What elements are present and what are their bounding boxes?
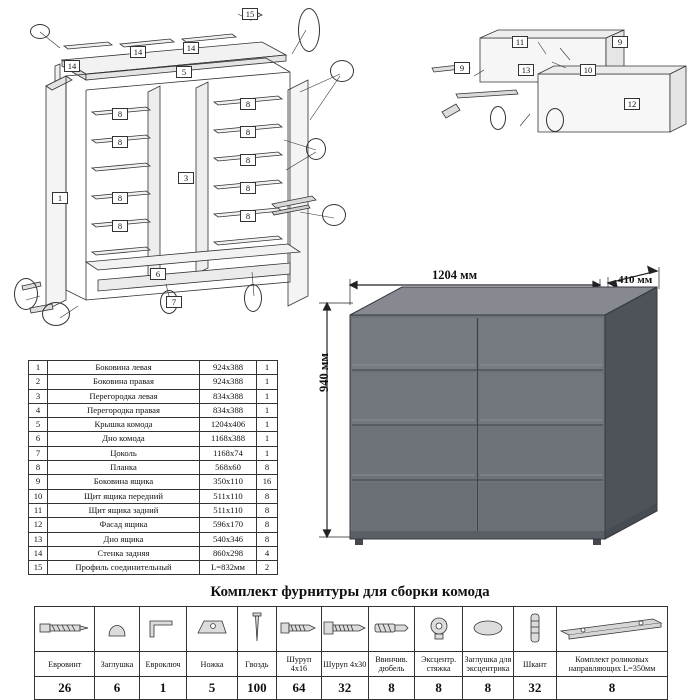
table-row: [29, 546, 278, 560]
part-qty: 8: [257, 503, 278, 517]
drawer-callout-12: 12: [624, 98, 640, 110]
part-name: Профиль соединительный: [48, 561, 200, 575]
dimension-height-label: 940 мм: [317, 353, 331, 392]
dresser-3d-view: [305, 265, 700, 565]
callout-7: 7: [166, 296, 182, 308]
hardware-name: Эксцентр. стяжка: [415, 652, 463, 677]
part-no: 10: [29, 489, 48, 503]
hardware-name: Шкант: [513, 652, 556, 677]
callout-circle: [14, 278, 38, 310]
hardware-name: Заглушка: [95, 652, 139, 677]
callout-circle: [298, 8, 320, 52]
part-no: 14: [29, 546, 48, 560]
part-size: 511х110: [200, 503, 257, 517]
callout-14-b: 14: [130, 46, 146, 58]
euro-key-icon: [139, 607, 187, 652]
part-qty: 1: [257, 361, 278, 375]
table-row: [29, 432, 278, 446]
hardware-name: Гвоздь: [237, 652, 277, 677]
callout-8-6: 8: [240, 126, 256, 138]
leg-icon: [187, 607, 237, 652]
table-row: [29, 403, 278, 417]
table-row: [29, 503, 278, 517]
part-qty: 1: [257, 403, 278, 417]
cam-cap-icon: [463, 607, 514, 652]
hardware-name: Евровинт: [35, 652, 95, 677]
callout-8-3: 8: [112, 192, 128, 204]
part-qty: 4: [257, 546, 278, 560]
screw-4x30-icon: [321, 607, 368, 652]
callout-circle: [42, 302, 70, 326]
cap-plug-icon: [95, 607, 139, 652]
drawer-callout-13: 13: [518, 64, 534, 76]
callout-8-8: 8: [240, 182, 256, 194]
part-size: 350х110: [200, 475, 257, 489]
part-size: 924х388: [200, 375, 257, 389]
hardware-count: 8: [463, 677, 514, 700]
callout-8-5: 8: [240, 98, 256, 110]
part-no: 15: [29, 561, 48, 575]
callout-circle: [330, 60, 354, 82]
part-no: 9: [29, 475, 48, 489]
drawer-callout-10: 10: [580, 64, 596, 76]
hardware-count: 32: [321, 677, 368, 700]
hardware-icon-row: [35, 607, 668, 652]
callout-6: 6: [150, 268, 166, 280]
part-name: Боковина ящика: [48, 475, 200, 489]
part-name: Перегородка правая: [48, 403, 200, 417]
part-size: 924х388: [200, 361, 257, 375]
part-name: Боковина правая: [48, 375, 200, 389]
part-size: L=832мм: [200, 561, 257, 575]
screw-4x16-icon: [277, 607, 322, 652]
table-row: [29, 361, 278, 375]
drawer-slide-icon: [557, 607, 668, 652]
hardware-name: Ножка: [187, 652, 237, 677]
part-name: Щит ящика передний: [48, 489, 200, 503]
hardware-name: Заглушка для эксцентрика: [463, 652, 514, 677]
hardware-name: Комплект роликовых направляющих L=350мм: [557, 652, 668, 677]
part-no: 6: [29, 432, 48, 446]
part-no: 3: [29, 389, 48, 403]
part-no: 11: [29, 503, 48, 517]
table-row: [29, 518, 278, 532]
table-row: [29, 489, 278, 503]
cam-lock-icon: [415, 607, 463, 652]
part-qty: 16: [257, 475, 278, 489]
part-qty: 1: [257, 418, 278, 432]
part-no: 2: [29, 375, 48, 389]
hardware-count: 8: [557, 677, 668, 700]
part-name: Перегородка левая: [48, 389, 200, 403]
hardware-count-row: [35, 677, 668, 700]
nail-icon: [237, 607, 277, 652]
callout-14-c: 14: [183, 42, 199, 54]
part-size: 834х388: [200, 403, 257, 417]
part-no: 1: [29, 361, 48, 375]
part-qty: 8: [257, 532, 278, 546]
part-name: Стенка задняя: [48, 546, 200, 560]
table-row: [29, 561, 278, 575]
hardware-name-row: [35, 652, 668, 677]
callout-8-9: 8: [240, 210, 256, 222]
callout-14-a: 14: [64, 60, 80, 72]
drawer-callout-11: 11: [512, 36, 528, 48]
part-size: 511х110: [200, 489, 257, 503]
part-no: 7: [29, 446, 48, 460]
callout-15: 15: [242, 8, 258, 20]
drawer-callout-9-b: 9: [612, 36, 628, 48]
part-name: Фасад ящика: [48, 518, 200, 532]
table-row: [29, 389, 278, 403]
part-qty: 8: [257, 489, 278, 503]
part-qty: 2: [257, 561, 278, 575]
wooden-dowel-icon: [513, 607, 556, 652]
part-name: Боковина левая: [48, 361, 200, 375]
callout-1: 1: [52, 192, 68, 204]
part-name: Щит ящика задний: [48, 503, 200, 517]
part-no: 12: [29, 518, 48, 532]
table-row: [29, 446, 278, 460]
parts-table: [28, 360, 278, 575]
callout-3: 3: [178, 172, 194, 184]
table-row: [29, 418, 278, 432]
part-name: Планка: [48, 461, 200, 475]
part-size: 834х388: [200, 389, 257, 403]
part-name: Крышка комода: [48, 418, 200, 432]
euro-screw-icon: [35, 607, 95, 652]
part-size: 540х346: [200, 532, 257, 546]
table-row: [29, 461, 278, 475]
dresser-svg: [305, 265, 700, 565]
callout-circle: [322, 204, 346, 226]
hardware-count: 26: [35, 677, 95, 700]
hardware-count: 1: [139, 677, 187, 700]
hardware-count: 6: [95, 677, 139, 700]
part-qty: 1: [257, 389, 278, 403]
callout-8-4: 8: [112, 220, 128, 232]
callout-5: 5: [176, 66, 192, 78]
dowel-screw-icon: [368, 607, 414, 652]
part-no: 13: [29, 532, 48, 546]
hardware-count: 8: [415, 677, 463, 700]
part-size: 1168х388: [200, 432, 257, 446]
callout-circle: [306, 138, 326, 160]
hardware-count: 64: [277, 677, 322, 700]
hardware-name: Евроключ: [139, 652, 187, 677]
dimension-width-label: 1204 мм: [432, 268, 478, 282]
part-qty: 8: [257, 461, 278, 475]
callout-8-7: 8: [240, 154, 256, 166]
hardware-name: Ввинчив. дюбель: [368, 652, 414, 677]
part-qty: 8: [257, 518, 278, 532]
callout-8-2: 8: [112, 136, 128, 148]
exploded-cabinet-diagram: [0, 0, 345, 345]
part-size: 1168х74: [200, 446, 257, 460]
drawer-callout-9-a: 9: [454, 62, 470, 74]
part-size: 1204х406: [200, 418, 257, 432]
part-no: 8: [29, 461, 48, 475]
dimension-depth-label: 410 мм: [618, 274, 653, 286]
hardware-kit-title: Комплект фурнитуры для сборки комода: [210, 584, 490, 600]
part-size: 568х60: [200, 461, 257, 475]
table-row: [29, 532, 278, 546]
part-size: 596х170: [200, 518, 257, 532]
callout-circle: [30, 24, 50, 39]
callout-circle: [244, 284, 262, 312]
callout-circle: [546, 108, 564, 132]
hardware-name: Шуруп 4х16: [277, 652, 322, 677]
part-size: 860х298: [200, 546, 257, 560]
hardware-count: 8: [368, 677, 414, 700]
part-no: 5: [29, 418, 48, 432]
callout-circle: [490, 106, 506, 130]
drawer-detail-diagram: [420, 8, 690, 148]
part-qty: 1: [257, 432, 278, 446]
part-name: Цоколь: [48, 446, 200, 460]
hardware-count: 100: [237, 677, 277, 700]
hardware-kit-table: [34, 606, 668, 700]
hardware-name: Шуруп 4х30: [321, 652, 368, 677]
part-no: 4: [29, 403, 48, 417]
hardware-count: 5: [187, 677, 237, 700]
part-name: Дно комода: [48, 432, 200, 446]
callout-8-1: 8: [112, 108, 128, 120]
hardware-count: 32: [513, 677, 556, 700]
part-qty: 1: [257, 446, 278, 460]
part-name: Дно ящика: [48, 532, 200, 546]
table-row: [29, 375, 278, 389]
part-qty: 1: [257, 375, 278, 389]
table-row: [29, 475, 278, 489]
